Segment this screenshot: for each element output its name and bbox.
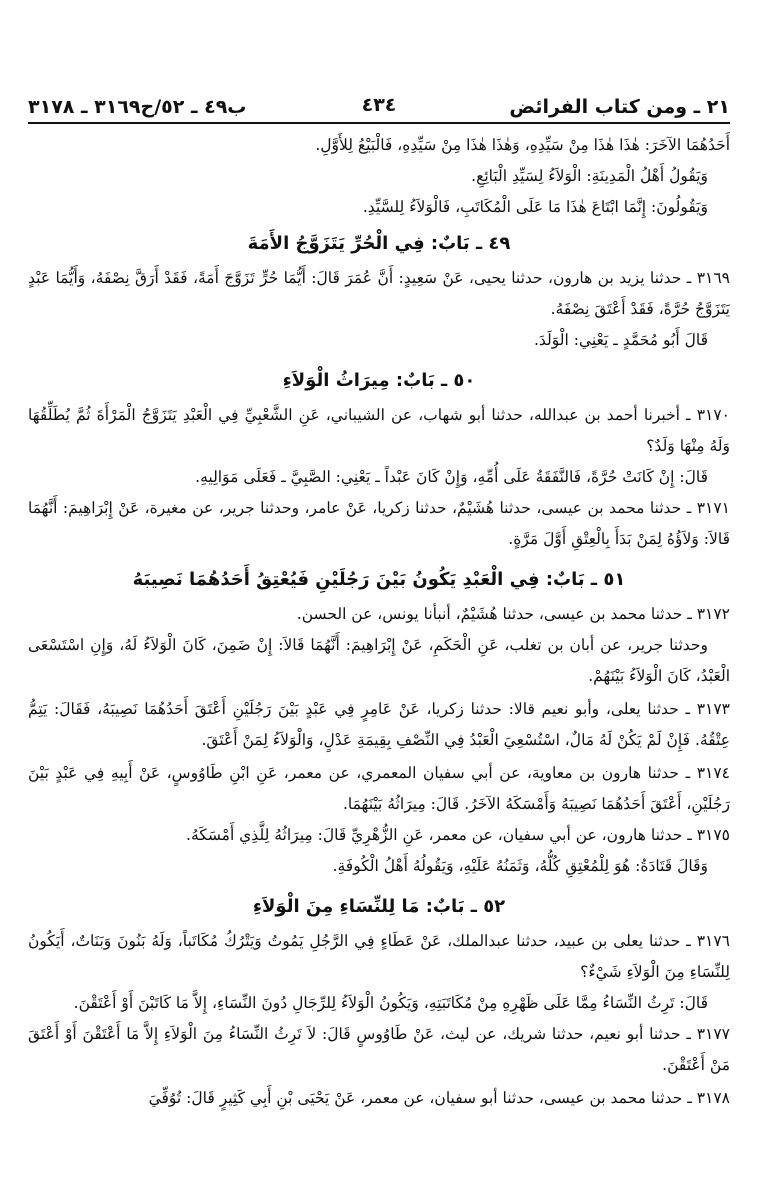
page-body [28,130,730,1114]
hadith-3171: ٣١٧١ ـ حدثنا محمد بن عيسى، حدثنا هُشَيْمٌ، حدثنا زكريا، عَنْ عامر، وحدثنا جرير، عن مغيرة، عَنْ إِبْرَاهِيمَ: أَنَّهُمَا قَالاَ: وَلاَؤُهُ لِمَنْ بَدَأَ بِالْعِتْقِ أَوَّلَ مَرَّةٍ. [28,499,730,548]
body-paragraph: قَالَ: إِنْ كَانَتْ حُرَّةً، فَالنَّفَقَةُ عَلَى أُمِّهِ، وَإِنْ كَانَ عَبْداً ـ يَعْنِي: الصَّبِيَّ ـ فَعَلَى مَوَالِيهِ. [195,468,708,486]
chapter-heading-52: ٥٢ ـ بَابٌ: مَا لِلنِّسَاءِ مِنَ الْوَلاَءِ [252,896,506,917]
header-rule [28,122,730,124]
body-paragraph: قَالَ: تَرِثُ النِّسَاءُ مِمَّا عَلَى ظَهْرِهِ مِنْ مُكَاتَبَتِهِ، وَيَكُونُ الْوَلاَءُ لِلرِّجَالِ دُونَ النِّسَاءِ، إِلاَّ مَا كَاتَبْنَ أَوْ أَعْتَقْنَ. [73,994,708,1012]
book-page [28,82,730,1162]
hadith-3172: ٣١٧٢ ـ حدثنا محمد بن عيسى، حدثنا هُشَيْمٌ، أنبأنا يونس، عن الحسن. [296,605,730,623]
hadith-3176: ٣١٧٦ ـ حدثنا يعلى بن عبيد، حدثنا عبدالملك، عَنْ عَطَاءٍ فِي الرَّجُلِ يَمُوتُ وَيَتْرُكُ مُكَاتَباً، وَلَهُ بَنُونَ وَبَنَاتٌ، أَيَكُونُ لِلنِّسَاءِ مِنَ الْوَلاَءِ شَيْءٌ؟ [28,932,730,981]
body-paragraph: وَيَقُولُ أَهْلُ الْمَدِينَةِ: الْوَلاَءُ لِسَيِّدِ الْبَائِعِ. [471,167,708,185]
body-paragraph: وَيَقُولُونَ: إِنَّمَا ابْتَاعَ هٰذَا مَا عَلَى الْمُكَاتَبِ، فَالْوَلاَءُ لِلسَّيِّدِ. [362,198,708,216]
hadith-3173: ٣١٧٣ ـ حدثنا يعلى، وأبو نعيم قالا: حدثنا زكريا، عَنْ عَامِرٍ فِي عَبْدٍ بَيْنَ رَجُلَيْنِ أَعْتَقَ أَحَدُهُمَا نَصِيبَهُ، فَقَالَ: يَتِمُّ عِتْقُهُ. فَإِنْ لَمْ يَكُنْ لَهُ مَالٌ، اسْتُسْعِيَ الْعَبْدُ فِي النِّصْفِ بِقِيمَةِ عَدْلٍ، وَالْوَلاَءُ لِمَنْ أَعْتَقَ. [28,700,730,749]
chapter-heading-49: ٤٩ ـ بَابٌ: فِي الْحُرِّ يَتَزَوَّجُ الأَمَةَ [247,233,511,254]
chapter-heading-50: ٥٠ ـ بَابٌ: مِيرَاثُ الْوَلاَءِ [282,370,476,391]
body-paragraph: وَقَالَ قَتَادَةُ: هُوَ لِلْمُعْتِقِ كُلُّهُ، وَثَمَنُهُ عَلَيْهِ، وَيَقُولُهُ أَهْلُ الْكُوفَةِ. [332,857,708,875]
chapter-heading-51: ٥١ ـ بَابٌ: فِي الْعَبْدِ يَكُونُ بَيْنَ رَجُلَيْنِ فَيُعْتِقُ أَحَدُهُمَا نَصِيبَهُ [132,569,626,590]
hadith-3170: ٣١٧٠ ـ أخبرنا أحمد بن عبدالله، حدثنا أبو شهاب، عن الشيباني، عَنِ الشَّعْبِيِّ فِي الْعَبْدِ يَتَزَوَّجُ الْمَرْأَةَ ثُمَّ يُطَلِّقُهَا وَلَهُ مِنْهَا وَلَدٌ؟ [28,406,730,455]
running-header [28,82,730,118]
chapter-title: ٢١ ـ ومن كتاب الفرائض [509,96,730,118]
hadith-3174: ٣١٧٤ ـ حدثنا هارون بن معاوية، عن أبي سفيان المعمري، عن معمر، عَنِ ابْنِ طَاوُوسٍ، عَنْ أَبِيهِ فِي عَبْدٍ بَيْنَ رَجُلَيْنِ، أَعْتَقَ أَحَدُهُمَا نَصِيبَهُ وَأَمْسَكَهُ الآخَرُ. قَالَ: مِيرَاثُهُ بَيْنَهُمَا. [28,764,730,813]
body-paragraph: وحدثنا جرير، عن أبان بن تغلب، عَنِ الْحَكَمِ، عَنْ إِبْرَاهِيمَ: أَنَّهُمَا قَالاَ: إِنْ ضَمِنَ، كَانَ الْوَلاَءُ لَهُ، وَإِنِ اسْتَسْعَى الْعَبْدُ، كَانَ الْوَلاَءُ بَيْنَهُمْ. [28,636,730,685]
body-paragraph: قَالَ أَبُو مُحَمَّدٍ ـ يَعْنِي: الْوَلَدَ. [533,331,708,349]
page-number: ٤٣٤ [361,94,397,116]
chapter-range: ب٤٩ ـ ٥٢/ح٣١٦٩ ـ ٣١٧٨ [28,96,247,118]
hadith-3169: ٣١٦٩ ـ حدثنا يزيد بن هارون، حدثنا يحيى، عَنْ سَعِيدٍ: أَنَّ عُمَرَ قَالَ: أَيُّمَا حُرٍّ تَزَوَّجَ أَمَةً، فَقَدْ أَرَقَّ نِصْفَهُ، وَأَيُّمَا عَبْدٍ يَتَزَوَّجُ حُرَّةً، فَقَدْ أَعْتَقَ نِصْفَهُ. [28,269,730,318]
hadith-3178: ٣١٧٨ ـ حدثنا محمد بن عيسى، حدثنا أبو سفيان، عن معمر، عَنْ يَحْيَى بْنِ أَبِي كَثِيرٍ قَالَ: تُوُفِّيَ [148,1089,730,1107]
hadith-3175: ٣١٧٥ ـ حدثنا هارون، عن أبي سفيان، عن معمر، عَنِ الزُّهْرِيِّ قَالَ: مِيرَاثُهُ لِلَّذِي أَمْسَكَهُ. [186,826,730,844]
hadith-3177: ٣١٧٧ ـ حدثنا أبو نعيم، حدثنا شريك، عن ليث، عَنْ طَاوُوسٍ قَالَ: لاَ تَرِثُ النِّسَاءُ مِنَ الْوَلاَءِ إِلاَّ مَا أَعْتَقْنَ أَوْ أَعْتَقَ مَنْ أَعْتَقْنَ. [28,1025,730,1074]
body-paragraph: أَحَدُهُمَا الآخَرَ: هٰذَا هٰذَا مِنْ سَيِّدِهِ، وَهٰذَا هٰذَا مِنْ سَيِّدِهِ، فَالْبَيْعُ لِلأَوَّلِ. [315,136,730,154]
